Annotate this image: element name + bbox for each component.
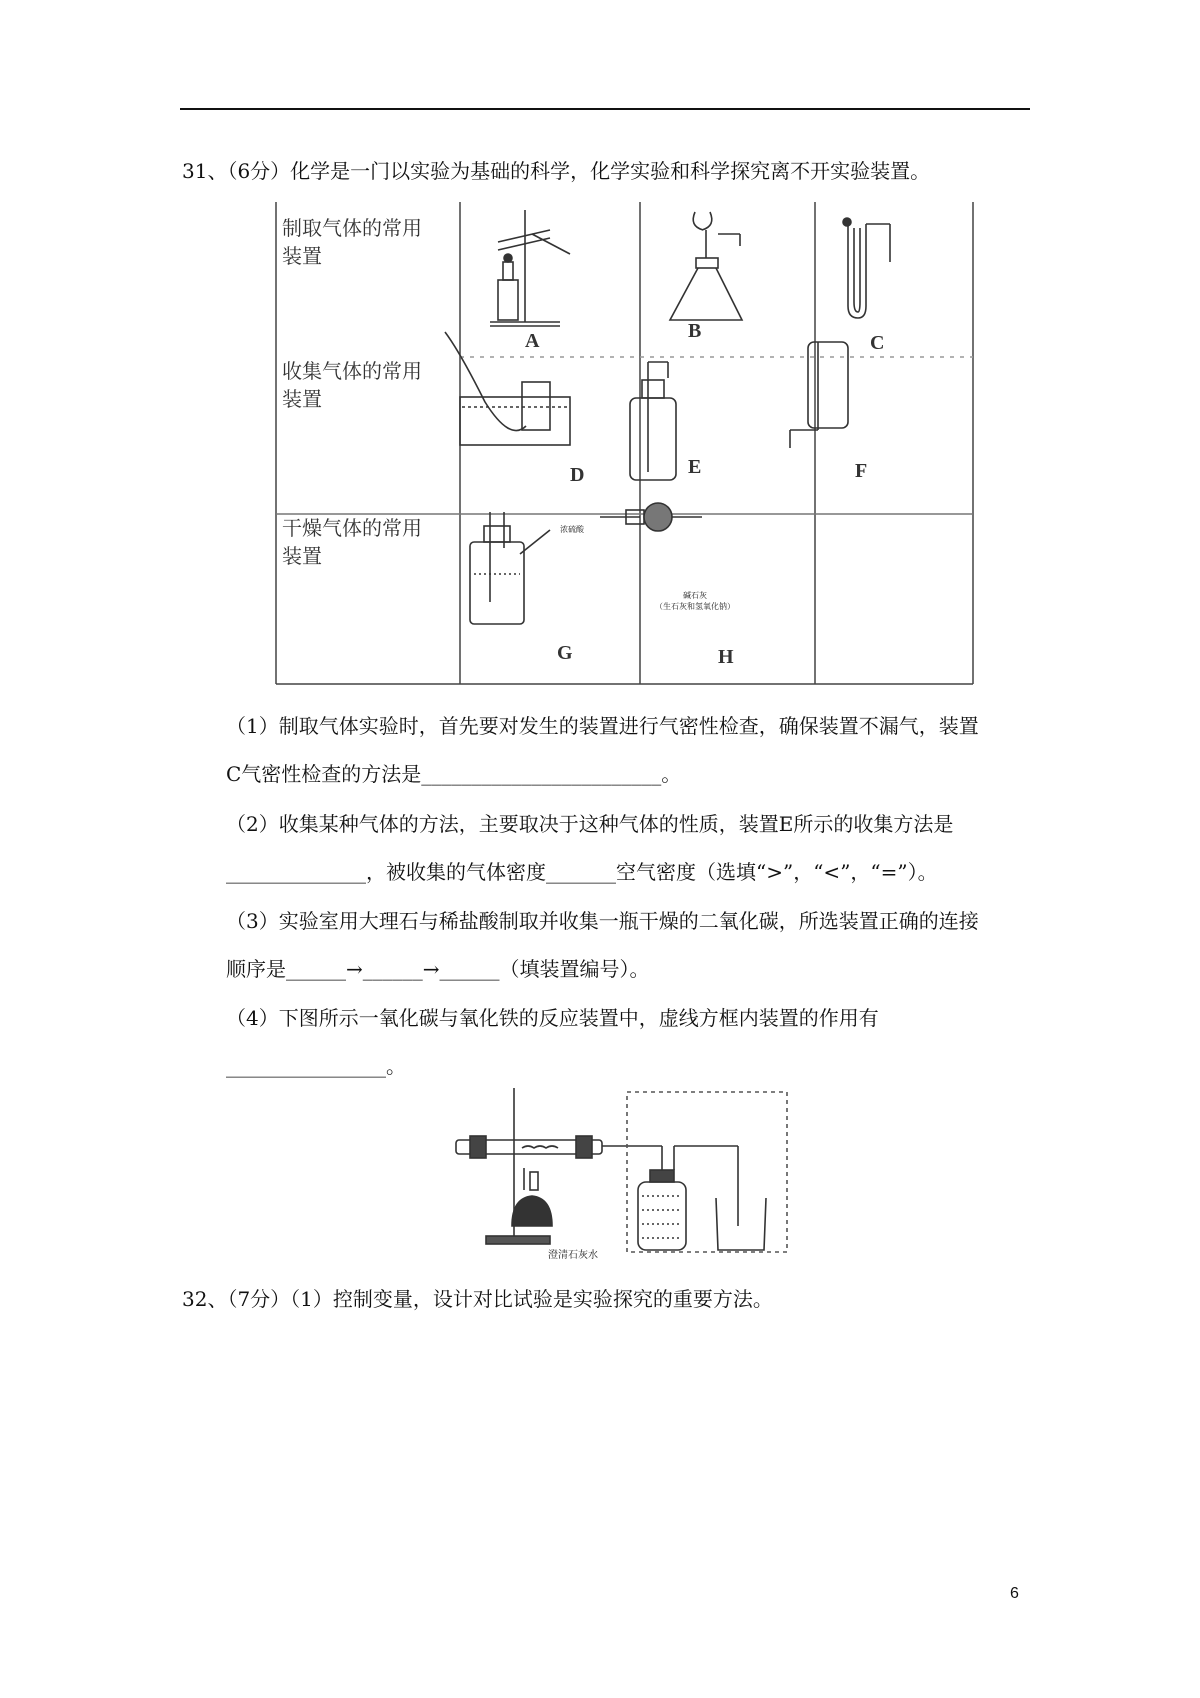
row-label-collection-line1: 收集气体的常用 <box>282 359 422 383</box>
part-4-line-2: ________________。 <box>226 1054 406 1078</box>
apparatus-e-drawing <box>630 362 676 480</box>
row-label-collection <box>282 357 422 413</box>
row-label-drying-line1: 干燥气体的常用 <box>282 516 422 540</box>
apparatus-table <box>270 202 977 686</box>
apparatus-g-drawing <box>470 512 550 624</box>
apparatus-h-caption-line1: 碱石灰 <box>683 591 707 600</box>
row-label-generation-line1: 制取气体的常用 <box>282 216 422 240</box>
apparatus-a-drawing <box>490 210 570 326</box>
apparatus-letter-e: E <box>688 456 702 478</box>
apparatus-h-caption <box>640 590 750 612</box>
row-label-generation-line2: 装置 <box>282 244 322 268</box>
apparatus-d-drawing <box>445 332 570 445</box>
apparatus-h-drawing <box>600 503 702 531</box>
apparatus-letter-d: D <box>570 464 585 486</box>
co-reaction-caption: 澄清石灰水 <box>548 1250 598 1261</box>
apparatus-h-caption-line2: （生石灰和氢氧化钠） <box>655 602 735 611</box>
part-2-line-2: ______________，被收集的气体密度_______空气密度（选填“>”，“<”，“=”）。 <box>226 860 938 884</box>
co-reaction-apparatus <box>452 1086 792 1266</box>
apparatus-f-drawing <box>790 342 848 448</box>
part-3-line-2: 顺序是______→______→______（填装置编号）。 <box>226 957 650 981</box>
part-4-line-1: （4）下图所示一氧化碳与氧化铁的反应装置中，虚线方框内装置的作用有 <box>226 1006 879 1030</box>
apparatus-letter-b: B <box>688 320 702 342</box>
part-1-line-2: C气密性检查的方法是________________________。 <box>226 762 682 786</box>
row-label-drying <box>282 514 422 570</box>
row-label-generation <box>282 214 422 270</box>
question-31-title: 31、（6分）化学是一门以实验为基础的科学，化学实验和科学探究离不开实验装置。 <box>182 159 931 183</box>
part-2-line-1: （2）收集某种气体的方法，主要取决于这种气体的性质，装置E所示的收集方法是 <box>226 812 954 836</box>
apparatus-g-caption: 浓硫酸 <box>560 525 584 534</box>
apparatus-b-drawing <box>670 212 742 320</box>
row-label-drying-line2: 装置 <box>282 544 322 568</box>
header-rule <box>180 108 1030 110</box>
part-1-line-1: （1）制取气体实验时，首先要对发生的装置进行气密性检查，确保装置不漏气，装置 <box>226 714 979 738</box>
apparatus-c-drawing <box>843 218 890 318</box>
question-32-title: 32、（7分）（1）控制变量，设计对比试验是实验探究的重要方法。 <box>182 1287 773 1311</box>
co-reaction-drawing <box>452 1086 792 1266</box>
apparatus-letter-h: H <box>718 646 734 668</box>
part-3-line-1: （3）实验室用大理石与稀盐酸制取并收集一瓶干燥的二氧化碳，所选装置正确的连接 <box>226 909 979 933</box>
page-number: 6 <box>1010 1585 1019 1602</box>
apparatus-table-drawing <box>270 202 977 686</box>
apparatus-letter-a: A <box>525 330 540 352</box>
apparatus-letter-f: F <box>855 460 868 482</box>
apparatus-letter-c: C <box>870 332 885 354</box>
row-label-collection-line2: 装置 <box>282 387 322 411</box>
apparatus-letter-g: G <box>557 642 573 664</box>
